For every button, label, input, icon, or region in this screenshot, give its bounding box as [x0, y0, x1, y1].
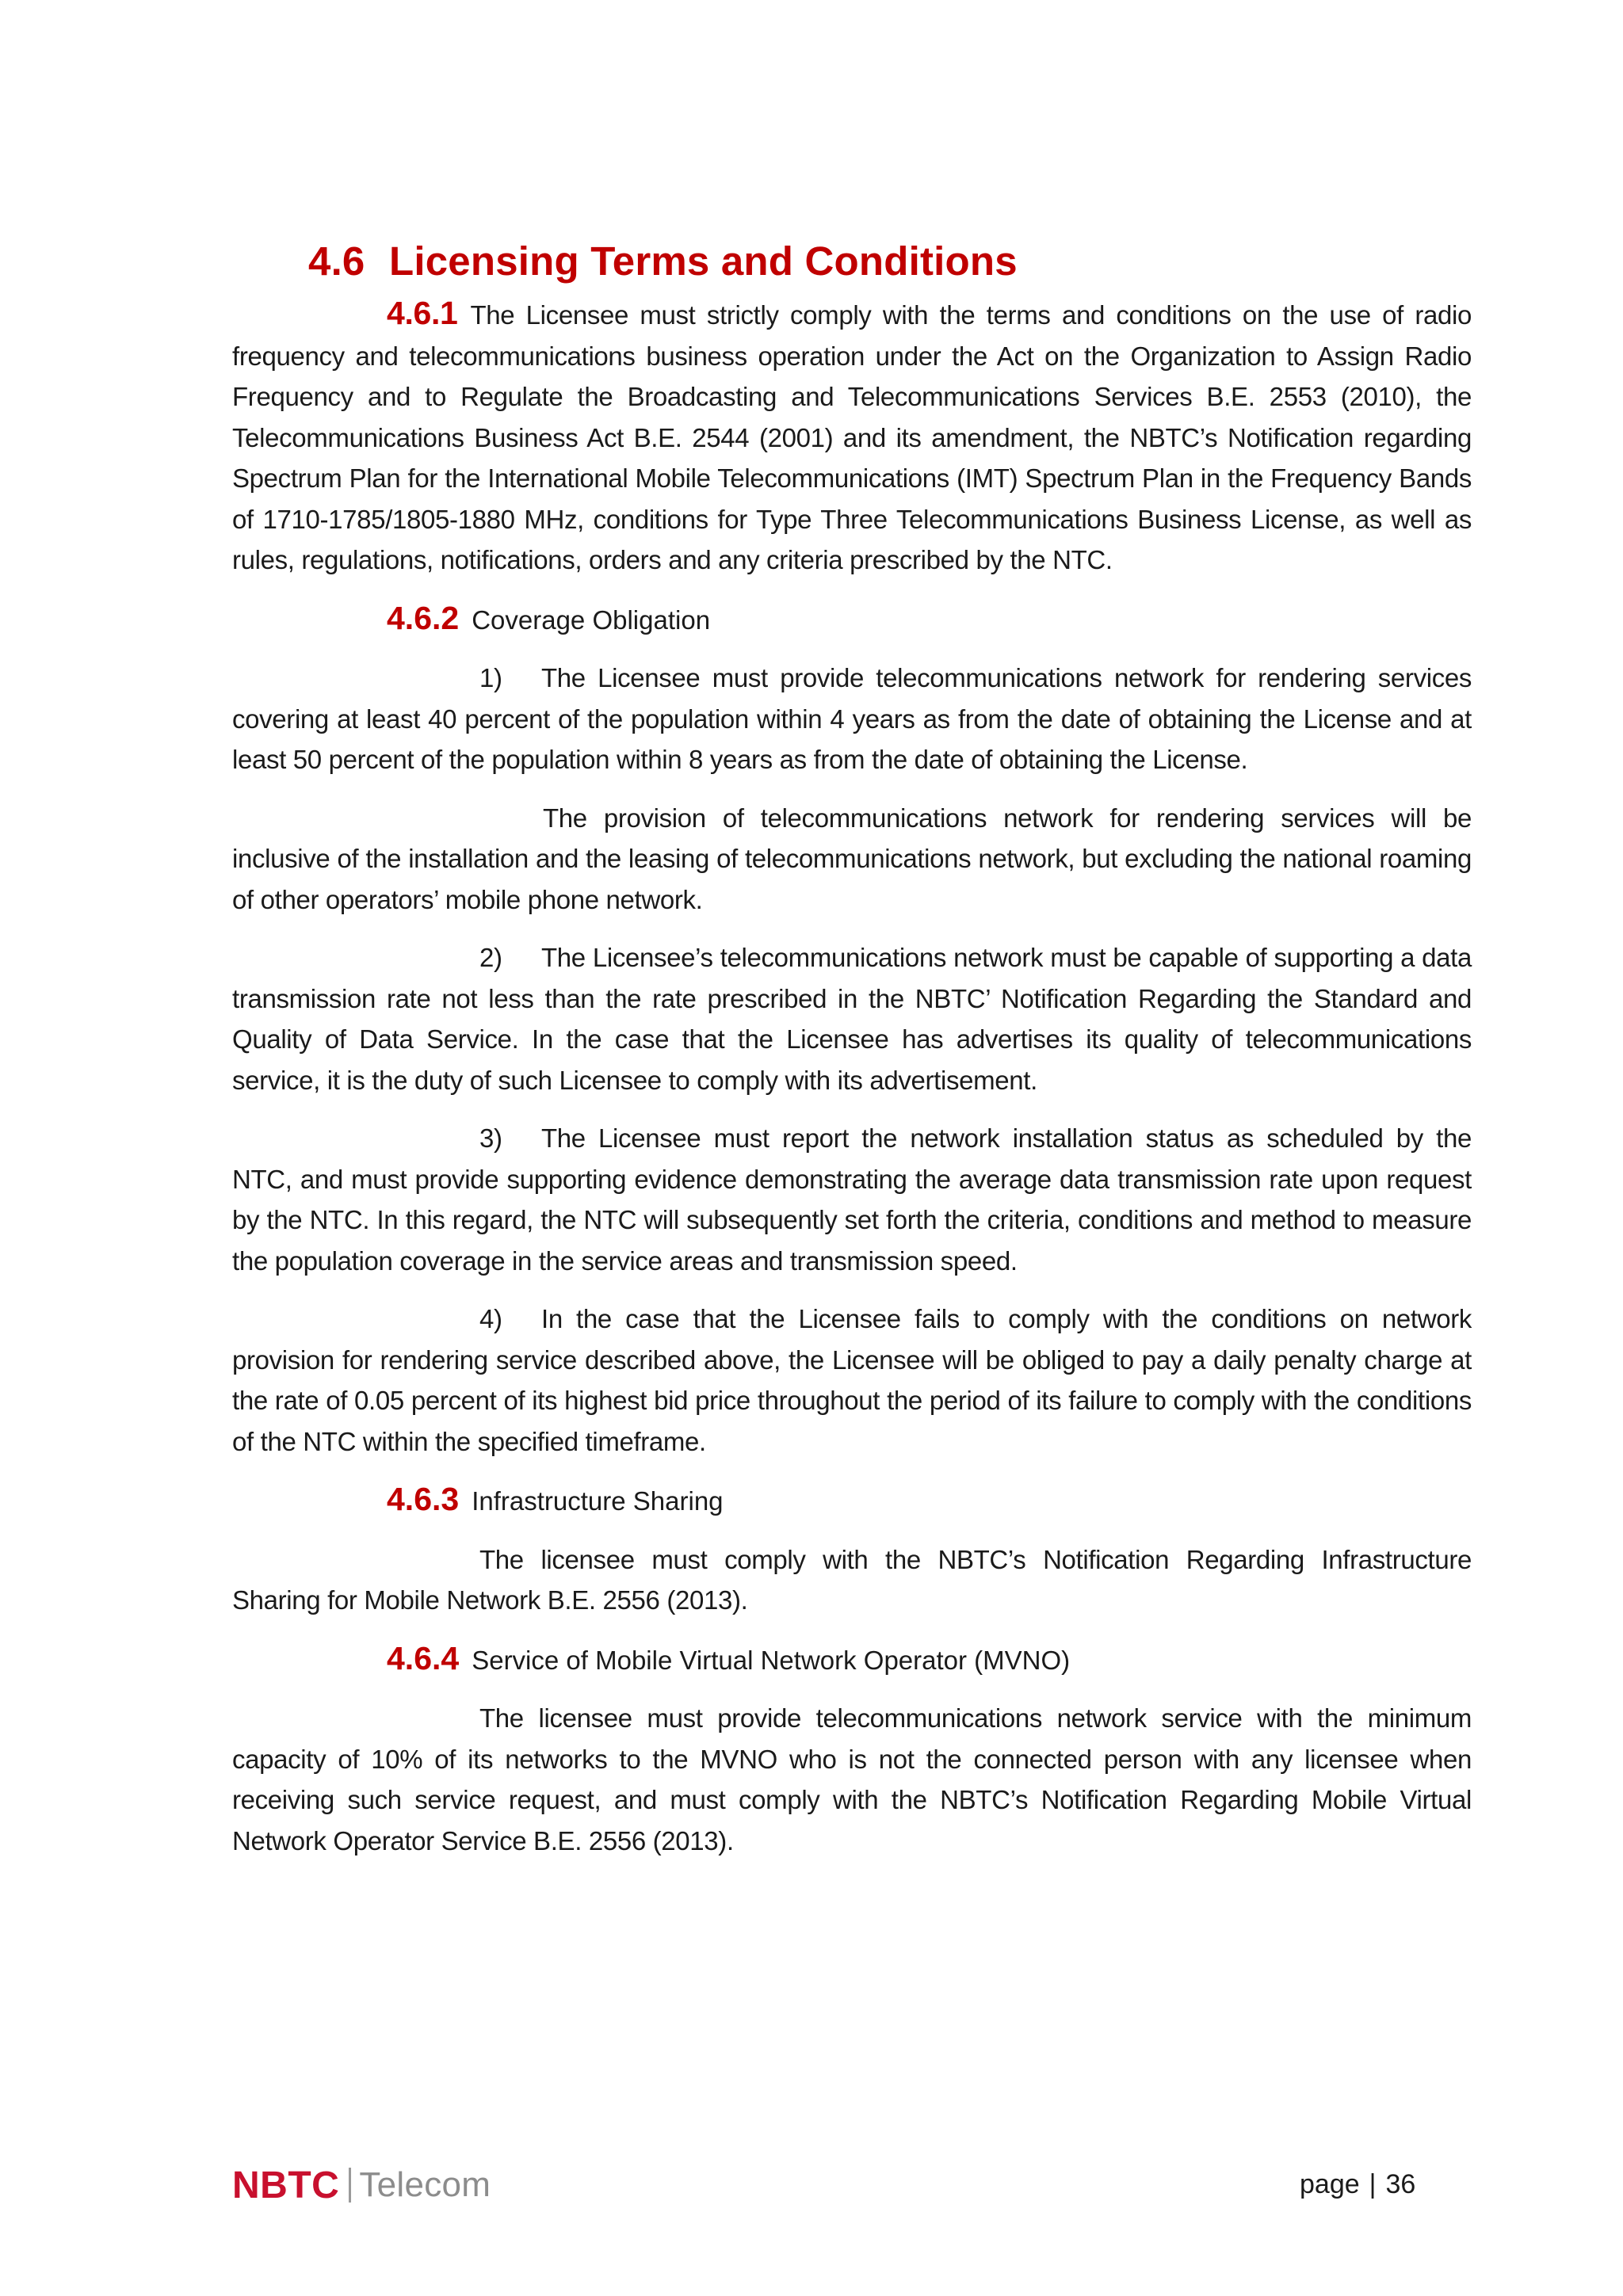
logo-nbtc-text: NBTC	[232, 2164, 340, 2206]
clause-title-4-6-2: Coverage Obligation	[472, 605, 711, 635]
page-separator: |	[1369, 2169, 1377, 2199]
clause-text-4-6-1: The Licensee must strictly comply with the terms and conditions on the use of radio frequency and telecommunications business operation under the Act on the Organization to Assign Radio Frequency and to Regulate the Broadcasting and Telecommunications Services B.E. 2553 (2010), the Telecommunications Business Act B.E. 2544 (2001) and its amendment, the NBTC’s Notification regarding Spectrum Plan for the International Mobile Telecommunications (IMT) Spectrum Plan in the Frequency Bands of 1710-1785/1805-1880 MHz, conditions for Type Three Telecommunications Business License, as well as rules, regulations, notifications, orders and any criteria prescribed by the NTC.	[232, 300, 1472, 574]
item-index: 3)	[479, 1123, 502, 1153]
page-number: 36	[1385, 2169, 1416, 2199]
clause-text-4-6-3: The licensee must comply with the NBTC’s Notification Regarding Infrastructure Sharing for Mobile Network B.E. 2556 (2013).	[232, 1544, 1472, 1615]
coverage-item-3	[232, 1118, 1472, 1281]
clause-4-6-1	[232, 293, 1472, 581]
coverage-item-1-continuation: The provision of telecommunications network for rendering services will be inclusive of the installation and the leasing of telecommunications network, but excluding the national roaming of other operators’ mobile phone network.	[232, 803, 1472, 914]
clause-heading-4-6-3	[232, 1479, 1472, 1522]
item-text: In the case that the Licensee fails to comply with the conditions on network provision for rendering service described above, the Licensee will be obliged to pay a daily penalty charge at the rate of 0.05 percent of its highest bid price throughout the period of its failure to comply with the conditions of the NTC within the specified timeframe.	[232, 1304, 1472, 1456]
item-index: 2)	[479, 943, 502, 972]
clause-text-4-6-4: The licensee must provide telecommunications network service with the minimum capacity of 10% of its networks to the MVNO who is not the connected person with any licensee when receiving such service request, and must comply with the NBTC’s Notification Regarding Mobile Virtual Network Operator Service B.E. 2556 (2013).	[232, 1703, 1472, 1855]
coverage-item-4	[232, 1299, 1472, 1462]
page-content	[232, 230, 1472, 1861]
clause-number-4-6-2: 4.6.2	[387, 599, 460, 636]
clause-heading-4-6-4	[232, 1638, 1472, 1681]
clause-title-4-6-3: Infrastructure Sharing	[472, 1486, 724, 1516]
item-text: The Licensee must provide telecommunications network for rendering services covering at least 40 percent of the population within 4 years as from the date of obtaining the License and at least 50 percent of the population within 8 years as from the date of obtaining the License.	[232, 663, 1472, 774]
coverage-item-1	[232, 658, 1472, 780]
item-text: The Licensee’s telecommunications network must be capable of supporting a data transmission rate not less than the rate prescribed in the NBTC’ Notification Regarding the Standard and Quality of Data Service. In the case that the Licensee has advertises its quality of telecommunications service, it is the duty of such Licensee to comply with its advertisement.	[232, 943, 1472, 1095]
section-number: 4.6	[308, 238, 365, 284]
item-index: 1)	[479, 663, 502, 692]
clause-title-4-6-4: Service of Mobile Virtual Network Operator (MVNO)	[472, 1645, 1071, 1675]
logo-divider	[349, 2168, 351, 2203]
item-text: The Licensee must report the network installation status as scheduled by the NTC, and must provide supporting evidence demonstrating the average data transmission rate upon request by the NTC. In this regard, the NTC will subsequently set forth the criteria, conditions and method to measure the population coverage in the service areas and transmission speed.	[232, 1123, 1472, 1276]
clause-heading-4-6-2	[232, 598, 1472, 641]
item-index: 4)	[479, 1304, 502, 1333]
logo-telecom-text: Telecom	[359, 2165, 491, 2204]
section-heading	[308, 230, 1472, 293]
clause-number-4-6-3: 4.6.3	[387, 1481, 460, 1517]
section-title: Licensing Terms and Conditions	[389, 238, 1018, 284]
nbtc-telecom-logo	[232, 2161, 491, 2209]
page-label: page	[1300, 2169, 1360, 2199]
page-number-indicator	[1300, 2164, 1415, 2204]
coverage-item-2	[232, 937, 1472, 1100]
clause-number-4-6-1: 4.6.1	[387, 295, 458, 331]
clause-number-4-6-4: 4.6.4	[387, 1639, 460, 1676]
